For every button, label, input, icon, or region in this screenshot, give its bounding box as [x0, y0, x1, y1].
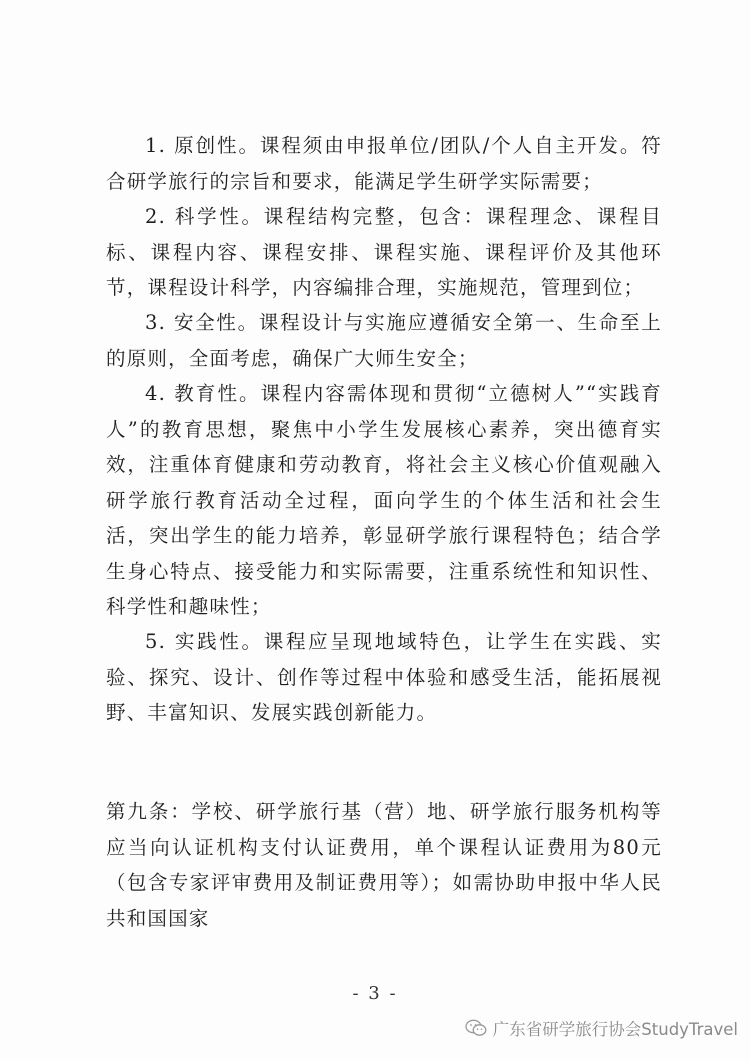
- paragraph-practical: 5. 实践性。课程应呈现地域特色，让学生在实践、实验、探究、设计、创作等过程中体验和感受生活，能拓展视野、丰富知识、发展实践创新能力。: [106, 630, 662, 724]
- watermark-text: 广东省研学旅行协会StudyTravel: [492, 1020, 738, 1039]
- paragraph-safety: 3. 安全性。课程设计与实施应遵循安全第一、生命至上的原则，全面考虑，确保广大师生安全；: [106, 311, 662, 370]
- page-number: - 3 -: [352, 983, 398, 1004]
- watermark: [465, 1016, 738, 1040]
- paragraph-educational: 4. 教育性。课程内容需体现和贯彻“立德树人”“实践育人”的教育思想，聚焦中小学生发展核心素养，突出德育实效，注重体育健康和劳动教育，将社会主义核心价值观融入研学旅行教育活动全过程，面向学生的个体生活和社会生活，突出学生的能力培养，彰显研学旅行课程特色；结合学生身心特点、接受能力和实际需要，注重系统性和知识性、科学性和趣味性；: [106, 382, 662, 618]
- paragraph-originality: 1. 原创性。课程须由申报单位/团队/个人自主开发。符合研学旅行的宗旨和要求，能满足学生研学实际需要；: [106, 134, 662, 193]
- article-nine: 第九条：学校、研学旅行基（营）地、研学旅行服务机构等应当向认证机构支付认证费用，单个课程认证费用为80元（包含专家评审费用及制证费用等）；如需协助申报中华人民共和国国家: [106, 800, 662, 930]
- paragraph-scientific: 2. 科学性。课程结构完整，包含：课程理念、课程目标、课程内容、课程安排、课程实施、课程评价及其他环节，课程设计科学，内容编排合理，实施规范，管理到位；: [106, 205, 662, 299]
- wechat-icon: [465, 1019, 487, 1037]
